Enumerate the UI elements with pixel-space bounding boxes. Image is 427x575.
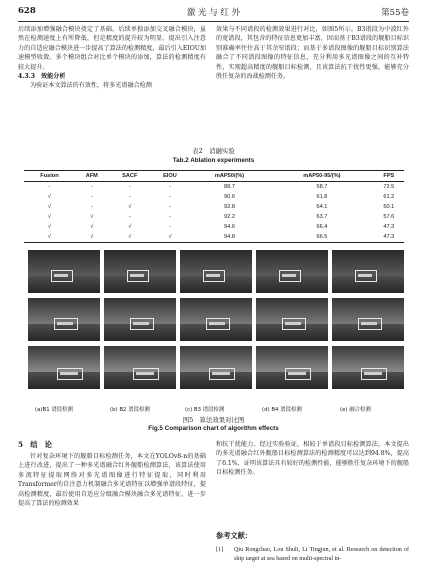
table-cell: 90.6 (224, 194, 235, 200)
table-cell: - (90, 194, 93, 200)
references-heading: 参考文献： (216, 531, 252, 540)
table-cell: - (168, 214, 171, 220)
paragraph: 后续添加增强融合模块奠定了基础。后续单独添加交叉融合模块，虽然在检测速度上有所降低，但是精度的提升较为明显。提出引入注意力的自适应融合模块进一步提高了算法的检测精度，最后引入EIOU加速模型收敛。多个模块组合对比单个模块的添加，算法的检测精度有较大提升。 (18, 26, 206, 71)
subsection-heading: 4.3.3 效能分析 (18, 73, 66, 81)
table-row (24, 182, 404, 193)
detection-box (355, 270, 377, 282)
header-fps: FPS (383, 173, 395, 179)
table-cell: √ (168, 234, 172, 240)
journal-name: 激 光 与 红 外 (186, 8, 241, 18)
table-cell: 94.8 (224, 234, 235, 240)
detection-image (180, 346, 252, 389)
table-row (24, 202, 404, 212)
volume-label: 第55卷 (381, 8, 409, 18)
detection-image (180, 298, 252, 341)
table-cell: - (128, 214, 131, 220)
paragraph: 针对复杂环境下的舰船目标检测任务，本文在YOLOv8-n的基础上进行改进，提出了一种多光谱融合红外舰船检测算法，该算法使用多流特征提取网络对多光谱图像进行特征提取，同时利用Transformer的自注意力机制融合多光谱特征以增强单谱段特征，提高检测精度，最后使用自适应分级融合模块融合多光谱特征，进一步提高了算法的检测效果 (18, 453, 206, 508)
detection-image (180, 250, 252, 293)
table-title-en: Tab.2 Ablation experiments (172, 157, 255, 164)
detection-box (209, 368, 235, 380)
detection-box (130, 318, 154, 330)
table-cell: √ (128, 224, 132, 230)
detection-box (54, 318, 78, 330)
header-rule (18, 21, 409, 22)
detection-image (256, 250, 328, 293)
table-cell: - (128, 194, 131, 200)
table-cell: 92.2 (224, 214, 235, 220)
figure-label-b2: (b) B2 谱段检测 (110, 407, 150, 413)
table-row (24, 192, 404, 202)
header-map50-95: mAP50-95/(%) (303, 173, 341, 179)
table-cell: √ (90, 224, 94, 230)
table-cell: √ (47, 204, 51, 210)
column-right-top (216, 25, 409, 81)
conclusion-text-left (18, 452, 206, 508)
detection-image (332, 298, 404, 341)
column-left-top (18, 25, 206, 91)
table-cell: 63.7 (316, 214, 328, 220)
table-cell: 58.7 (316, 184, 328, 190)
conclusion-text-right (216, 440, 409, 478)
table-cell: 47.3 (383, 234, 395, 240)
table-cell: √ (90, 234, 94, 240)
detection-box (127, 270, 149, 282)
paragraph: 和抗干扰能力。经过实验验证，相较于单谱段目标检测算法，本文提出的多光谱融合红外舰船目标检测算法的检测精度可以达到94.8%，提高了6.1%，证明该算法具有较好的检测性能，能够胜任复杂环境下的舰船目标检测任务。 (216, 441, 409, 477)
table-cell: 57.6 (383, 214, 395, 220)
table-cell: 47.3 (383, 224, 395, 230)
detection-box (51, 270, 73, 282)
detection-box (358, 318, 382, 330)
table-cell: - (168, 224, 171, 230)
figure-label-b4: (d) B4 谱段检测 (262, 407, 302, 413)
table-cell: √ (90, 214, 94, 220)
header-eiou: EIOU (163, 173, 177, 179)
paragraph: 为验证本文算法的有效性，将多光谱融合检测 (30, 82, 152, 90)
reference-number: [1] (216, 547, 224, 553)
header-afm: AFM (85, 173, 98, 179)
detection-image (256, 298, 328, 341)
detection-box (285, 368, 311, 380)
figure-label-b1: (a)B1 谱段检测 (35, 407, 73, 413)
detection-box (279, 270, 301, 282)
detection-image (104, 298, 176, 341)
detection-box (57, 368, 83, 380)
detection-box (133, 368, 159, 380)
table-cell: 72.5 (383, 184, 395, 190)
table-cell: - (90, 204, 93, 210)
table-cell: 88.7 (224, 184, 235, 190)
ablation-table (24, 170, 404, 243)
detection-image (256, 346, 328, 389)
detection-image (28, 250, 100, 293)
table-cell: √ (47, 234, 51, 240)
table-cell: - (168, 204, 171, 210)
header-sacf: SACF (122, 173, 138, 179)
table-cell: 64.1 (316, 204, 328, 210)
table-cell: √ (47, 224, 51, 230)
detection-box (361, 368, 387, 380)
table-cell: 66.4 (316, 224, 328, 230)
figure-label-b3: (c) B3 谱段检测 (185, 407, 225, 413)
detection-image (28, 346, 100, 389)
table-title-cn: 表2 消融实验 (192, 147, 235, 155)
table-cell: 94.6 (224, 224, 235, 230)
table-cell: - (48, 184, 51, 190)
table-cell: - (168, 194, 171, 200)
header-fusion: Fusion (40, 173, 59, 179)
table-cell: - (168, 184, 171, 190)
reference-text: Qiu Rongchao, Lou Shuli, Li Tingjun, et al. Research on detection of ship target at sea based on multi-spectral in- (234, 547, 409, 563)
detection-box (282, 318, 306, 330)
page-number: 628 (18, 6, 36, 16)
table-cell: 66.5 (316, 234, 328, 240)
table-row (24, 232, 404, 243)
table-cell: - (90, 184, 93, 190)
table-cell: √ (128, 234, 132, 240)
paragraph: 效果与不同谱段的检测效果进行对比，如图5所示。B3谱段为中波红外的宽谱段，其包含的特征信息更加丰富，因而基于B3谱段的舰船目标识别准确率往往高于其余窄谱段；而基于多谱段图像的舰船目标识别算法融合了不同谱段图像的特征信息，充分利用多光谱图像之间的互补特性，实现超高精度的舰船目标检测，且该算法抗干扰性更强，能够充分胜任复杂的海战检测任务。 (216, 26, 409, 81)
table-header-row (24, 171, 404, 182)
detection-image (332, 250, 404, 293)
page-header (18, 6, 409, 20)
table-row (24, 222, 404, 232)
table-cell: - (128, 184, 131, 190)
reference-item (216, 546, 409, 565)
table-cell: √ (128, 204, 132, 210)
figure-caption-en: Fig.5 Comparison chart of algorithm effects (148, 425, 279, 432)
detection-box (203, 270, 225, 282)
table-row (24, 212, 404, 222)
table-cell: 92.8 (224, 204, 235, 210)
table-cell: 50.1 (383, 204, 395, 210)
detection-box (206, 318, 230, 330)
table-cell: 61.8 (316, 194, 328, 200)
figure-label-fusion: (e) 融合检测 (340, 407, 371, 413)
table-cell: 61.2 (383, 194, 395, 200)
detection-image (104, 250, 176, 293)
figure-caption-cn: 图5 算法效果对比图 (182, 416, 245, 424)
conclusion-heading: 5 结 论 (18, 440, 52, 449)
table-cell: √ (47, 194, 51, 200)
detection-image (332, 346, 404, 389)
table-cell: √ (47, 214, 51, 220)
header-map50: mAP50/(%) (214, 173, 245, 179)
detection-image (104, 346, 176, 389)
detection-image (28, 298, 100, 341)
